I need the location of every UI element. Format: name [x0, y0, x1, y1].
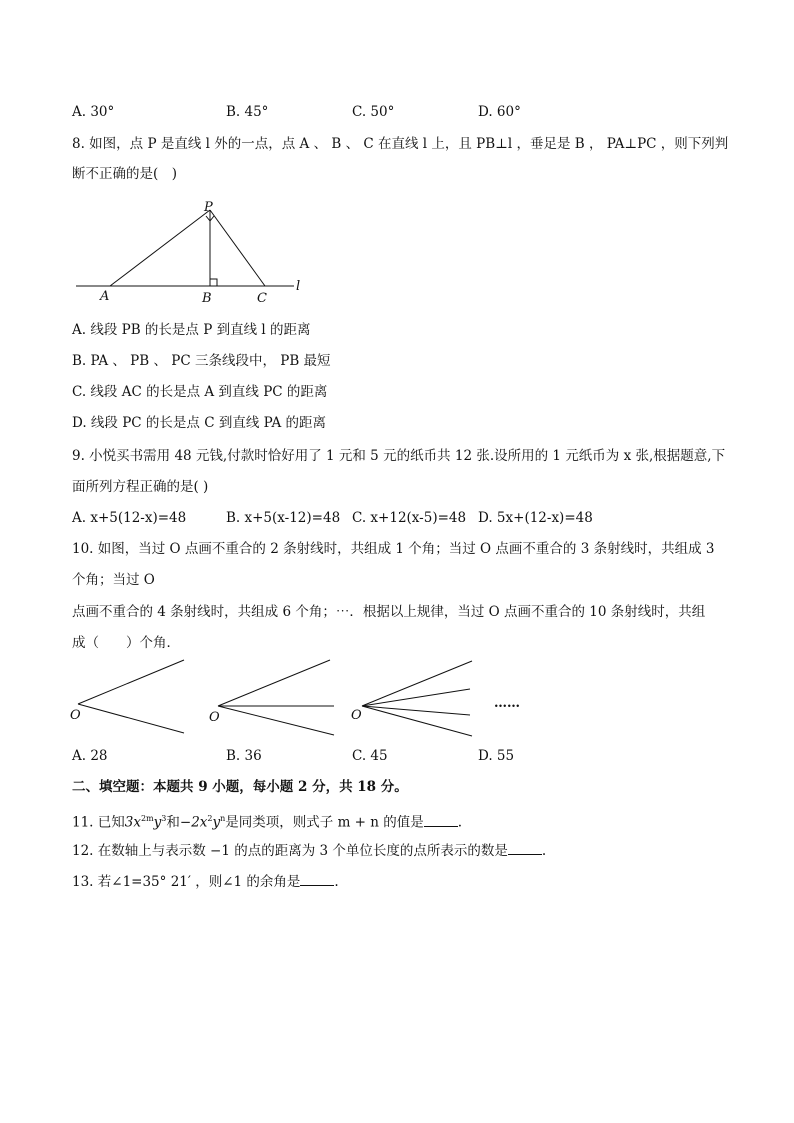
q8-option-b: B. PA 、 PB 、 PC 三条线段中， PB 最短 [72, 353, 331, 369]
ellipsis: …… [494, 696, 520, 711]
q10-option-b: B. 36 [226, 748, 262, 764]
q9-stem-line1: 9. 小悦买书需用 48 元钱,付款时恰好用了 1 元和 5 元的纸币共 12 张.设所用的 1 元纸币为 x 张,根据题意,下 [72, 448, 726, 464]
q10-option-d: D. 55 [478, 748, 515, 764]
q8-option-c: C. 线段 AC 的长是点 A 到直线 PC 的距离 [72, 384, 328, 400]
q7-option-a: A. 30° [72, 104, 115, 120]
q10-stem-line2: 个角；当过 O [72, 572, 155, 588]
ray [218, 706, 334, 735]
ray [362, 689, 470, 706]
q13-answer-blank[interactable] [300, 873, 334, 886]
q13-line [72, 872, 339, 892]
q13-end: . [334, 874, 339, 890]
ray [78, 704, 184, 733]
q7-option-d: D. 60° [478, 104, 521, 120]
q8-option-d: D. 线段 PC 的长是点 C 到直线 PA 的距离 [72, 415, 327, 431]
segment-pc [210, 210, 265, 286]
q9-option-c: C. x+12(x-5)=48 [352, 510, 467, 526]
q10-option-a: A. 28 [72, 748, 108, 764]
q11-term1-y: y [153, 814, 162, 831]
q10-stem-line3: 点画不重合的 4 条射线时，共组成 6 个角；⋯．根据以上规律，当过 O 点画不重合的 10 条射线时，共组 [72, 604, 706, 620]
label-b: B [202, 291, 212, 306]
label-o-1: O [70, 708, 81, 723]
q11-pre: 11. 已知 [72, 814, 125, 831]
q9-option-a: A. x+5(12-x)=48 [72, 510, 187, 526]
segment-pa [110, 210, 210, 286]
q11-term2-y-exp: n [220, 814, 226, 823]
section-heading: 二、填空题：本题共 9 小题，每小题 2 分，共 18 分。 [72, 779, 408, 795]
q11-line [72, 809, 462, 833]
ray [78, 660, 184, 704]
q10-stem-line4: 成（ ）个角． [72, 635, 180, 651]
q11-post: 是同类项，则式子 m + n 的值是 [225, 814, 424, 831]
ray [218, 660, 330, 706]
q12-line [72, 841, 546, 861]
q10-option-c: C. 45 [352, 748, 388, 764]
right-angle-mark-b [210, 279, 217, 286]
q11-term2-exp: 2 [207, 814, 213, 823]
label-o-3: O [351, 708, 362, 723]
label-c: C [257, 291, 267, 306]
q9-option-d: D. 5x+(12-x)=48 [478, 510, 593, 526]
q10-stem-line1: 10. 如图，当过 O 点画不重合的 2 条射线时，共组成 1 个角；当过 O 点画不重合的 3 条射线时，共组成 3 [72, 541, 715, 557]
q11-term1-exp: 2m [140, 814, 154, 823]
q11-term2-y: y [212, 814, 221, 831]
q9-stem-line2: 面所列方程正确的是( ) [72, 479, 209, 495]
q10-figure [66, 655, 536, 745]
ray [362, 661, 472, 706]
q13-text: 13. 若∠1=35° 21′ ，则∠1 的余角是 [72, 874, 301, 890]
q7-option-c: C. 50° [352, 104, 395, 120]
label-p: P [204, 200, 213, 215]
label-l: l [296, 279, 301, 294]
q8-stem-line1: 8. 如图，点 P 是直线 l 外的一点，点 A 、 B 、 C 在直线 l 上，且 PB⊥l ，垂足是 B ， PA⊥PC ，则下列判 [72, 136, 729, 152]
q9-option-b: B. x+5(x-12)=48 [226, 510, 341, 526]
q12-text: 12. 在数轴上与表示数 −1 的点的距离为 3 个单位长度的点所表示的数是 [72, 843, 508, 859]
q11-end: . [457, 814, 463, 831]
label-a: A [100, 289, 110, 304]
q12-end: . [541, 843, 547, 859]
q8-stem-line2: 断不正确的是( ) [72, 166, 178, 182]
q11-mid: 和 [166, 814, 180, 831]
label-o-2: O [209, 710, 220, 725]
q11-term1: 3x [124, 814, 141, 831]
q11-term2: −2x [179, 814, 208, 831]
q7-option-b: B. 45° [226, 104, 269, 120]
q11-term1-y-exp: 3 [161, 814, 167, 823]
q12-answer-blank[interactable] [508, 842, 542, 855]
q11-answer-blank[interactable] [424, 814, 458, 827]
q8-option-a: A. 线段 PB 的长是点 P 到直线 l 的距离 [72, 322, 311, 338]
q8-figure [70, 198, 320, 308]
